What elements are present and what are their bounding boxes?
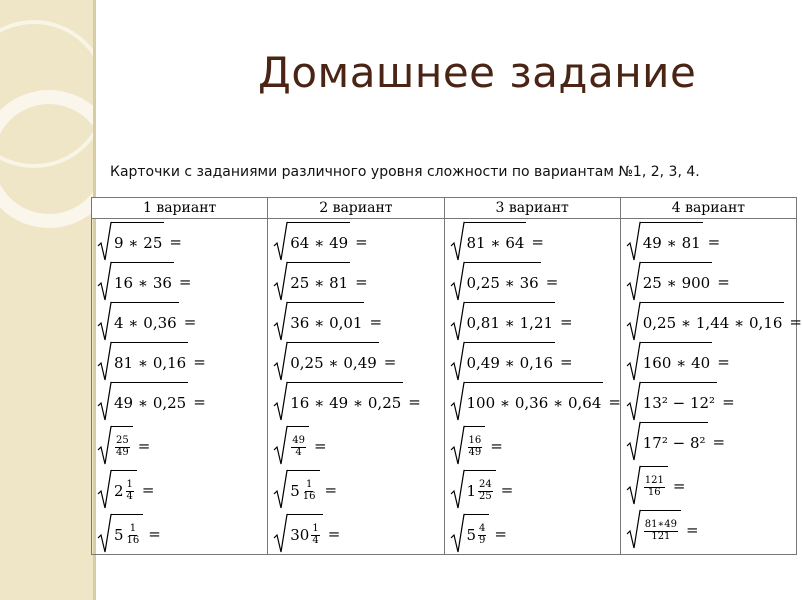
equals-sign: = — [355, 232, 368, 251]
numerator: 4 — [479, 523, 486, 534]
sqrt-expression — [98, 262, 267, 302]
column-header-variant-1: 1 вариант — [92, 198, 268, 219]
fraction — [644, 520, 678, 542]
square-root — [98, 302, 179, 342]
equals-sign: = — [494, 524, 507, 543]
radical-sign-icon — [274, 262, 288, 302]
radicand: 0,81 ∗ 1,21 — [465, 302, 556, 342]
square-root — [274, 470, 319, 510]
radicand: 100 ∗ 0,36 ∗ 0,64 — [465, 382, 604, 422]
sqrt-fraction-expression — [451, 426, 620, 466]
sqrt-fraction-expression — [98, 426, 267, 466]
radicand: 25 ∗ 81 — [288, 262, 350, 302]
sqrt-expression — [627, 382, 796, 422]
radicand — [465, 514, 490, 554]
sqrt-fraction-expression — [98, 514, 267, 554]
denominator: 121 — [651, 530, 671, 542]
square-root — [274, 302, 364, 342]
equals-sign: = — [560, 312, 573, 331]
radicand: 49 ∗ 0,25 — [112, 382, 188, 422]
sqrt-fraction-expression — [451, 470, 620, 510]
equals-sign: = — [137, 436, 151, 455]
column-header-variant-2: 2 вариант — [268, 198, 444, 219]
sqrt-expression — [274, 382, 443, 422]
square-root — [274, 222, 350, 262]
square-root — [274, 426, 309, 466]
square-root — [627, 262, 712, 302]
variant-4-cell — [620, 219, 802, 555]
square-root — [627, 510, 681, 550]
sqrt-expression — [627, 222, 796, 262]
fraction — [478, 480, 493, 502]
radical-sign-icon — [98, 262, 112, 302]
radical-sign-icon — [98, 342, 112, 382]
radical-sign-icon — [627, 466, 641, 506]
fraction — [468, 436, 483, 458]
radicand — [641, 510, 681, 550]
sqrt-expression — [274, 262, 443, 302]
radicand: 0,25 ∗ 1,44 ∗ 0,16 — [641, 302, 785, 342]
radicand: 49 ∗ 81 — [641, 222, 703, 262]
radical-sign-icon — [627, 302, 641, 342]
square-root — [98, 514, 143, 554]
fraction — [115, 436, 130, 458]
slide-title: Домашнее задание — [258, 48, 697, 97]
square-root — [98, 262, 174, 302]
equals-sign: = — [324, 480, 338, 499]
whole-part: 5 — [290, 481, 300, 500]
radicand: 81 ∗ 0,16 — [112, 342, 188, 382]
square-root — [451, 342, 556, 382]
radical-sign-icon — [98, 222, 112, 262]
numerator: 1 — [312, 523, 319, 534]
denominator: 4 — [295, 446, 302, 458]
equals-sign: = — [355, 272, 368, 291]
radicand: 0,49 ∗ 0,16 — [465, 342, 556, 382]
square-root — [274, 514, 322, 554]
whole-part: 2 — [114, 481, 124, 500]
numerator: 49 — [292, 435, 305, 446]
equals-sign: = — [141, 480, 155, 499]
sqrt-expression — [627, 262, 796, 302]
equals-sign: = — [490, 436, 503, 455]
equals-sign: = — [193, 352, 206, 371]
equals-sign: = — [178, 272, 192, 291]
column-header-variant-3: 3 вариант — [444, 198, 620, 219]
fraction — [311, 524, 319, 546]
denominator: 4 — [126, 490, 133, 502]
square-root — [627, 222, 703, 262]
equals-sign: = — [193, 392, 206, 411]
equals-sign: = — [545, 272, 559, 291]
table-header-row — [92, 198, 797, 219]
radicand: 9 ∗ 25 — [112, 222, 164, 262]
equals-sign: = — [369, 312, 383, 331]
equals-sign: = — [608, 392, 621, 411]
equals-sign: = — [327, 524, 341, 543]
sqrt-expression — [98, 382, 267, 422]
radicand — [465, 426, 486, 466]
square-root — [451, 382, 604, 422]
square-root — [451, 426, 486, 466]
equals-sign: = — [383, 352, 397, 371]
radicand: 81 ∗ 64 — [465, 222, 527, 262]
equals-sign: = — [717, 352, 730, 371]
equals-sign: = — [686, 520, 699, 539]
radical-sign-icon — [98, 382, 112, 422]
numerator: 121 — [644, 475, 664, 486]
variant-1-cell — [92, 219, 268, 555]
radicand: 0,25 ∗ 0,49 — [288, 342, 379, 382]
sqrt-expression — [274, 342, 443, 382]
column-header-variant-4: 4 вариант — [620, 198, 796, 219]
radical-sign-icon — [98, 514, 112, 554]
whole-part: 30 — [290, 525, 310, 544]
denominator: 49 — [116, 446, 129, 458]
radicand: 160 ∗ 40 — [641, 342, 712, 382]
fraction — [302, 480, 317, 502]
radical-sign-icon — [451, 302, 465, 342]
radicand — [112, 426, 133, 466]
denominator: 4 — [312, 534, 319, 546]
radical-sign-icon — [451, 222, 465, 262]
square-root — [627, 382, 717, 422]
radical-sign-icon — [627, 342, 641, 382]
decorative-sidebar — [0, 0, 96, 600]
sqrt-expression — [451, 342, 620, 382]
fraction — [644, 476, 665, 498]
radicand: 4 ∗ 0,36 — [112, 302, 179, 342]
radicand: 36 ∗ 0,01 — [288, 302, 364, 342]
equals-sign: = — [169, 232, 182, 251]
radical-sign-icon — [274, 222, 288, 262]
equals-sign: = — [672, 476, 686, 495]
sqrt-fraction-expression — [627, 510, 796, 550]
numerator: 1 — [129, 523, 137, 534]
numerator: 25 — [116, 435, 129, 446]
radical-sign-icon — [451, 382, 465, 422]
square-root — [451, 222, 527, 262]
fraction — [126, 524, 141, 546]
radical-sign-icon — [98, 302, 112, 342]
square-root — [98, 222, 164, 262]
radicand: 16 ∗ 49 ∗ 0,25 — [288, 382, 403, 422]
sqrt-expression — [451, 382, 620, 422]
square-root — [98, 342, 188, 382]
square-root — [627, 466, 668, 506]
square-root — [98, 426, 133, 466]
equals-sign: = — [531, 232, 544, 251]
equals-sign: = — [717, 272, 730, 291]
sqrt-fraction-expression — [627, 466, 796, 506]
radicand — [465, 470, 496, 510]
radicand: 16 ∗ 36 — [112, 262, 174, 302]
table-body-row — [92, 219, 797, 555]
fraction — [291, 436, 306, 458]
radicand — [288, 470, 319, 510]
equals-sign: = — [712, 432, 726, 451]
numerator: 24 — [479, 479, 492, 490]
sqrt-expression — [627, 422, 796, 462]
radical-sign-icon — [451, 262, 465, 302]
radicand: 13² − 12² — [641, 382, 717, 422]
radicand: 0,25 ∗ 36 — [465, 262, 541, 302]
square-root — [451, 302, 556, 342]
numerator: 1 — [305, 479, 313, 490]
denominator: 9 — [479, 534, 486, 546]
square-root — [274, 382, 403, 422]
radical-sign-icon — [451, 514, 465, 554]
radical-sign-icon — [451, 342, 465, 382]
sqrt-fraction-expression — [274, 514, 443, 554]
equals-sign: = — [789, 312, 802, 331]
sqrt-expression — [451, 222, 620, 262]
sqrt-expression — [98, 302, 267, 342]
fraction — [126, 480, 134, 502]
slide-subtitle: Карточки с заданиями различного уровня сложности по вариантам №1, 2, 3, 4. — [110, 164, 700, 180]
radical-sign-icon — [627, 510, 641, 550]
radical-sign-icon — [98, 426, 112, 466]
variant-3-cell — [444, 219, 620, 555]
sqrt-expression — [451, 302, 620, 342]
variants-table — [91, 197, 802, 555]
sqrt-fraction-expression — [98, 470, 267, 510]
equals-sign: = — [313, 436, 327, 455]
equals-sign: = — [408, 392, 421, 411]
square-root — [627, 422, 708, 462]
square-root — [451, 262, 541, 302]
square-root — [98, 382, 188, 422]
whole-part: 1 — [466, 481, 477, 500]
radicand: 64 ∗ 49 — [288, 222, 350, 262]
radicand: 17² − 8² — [641, 422, 708, 462]
radical-sign-icon — [627, 382, 641, 422]
radicand — [112, 514, 143, 554]
radicand — [112, 470, 137, 510]
denominator: 49 — [468, 446, 482, 458]
denominator: 25 — [479, 490, 492, 502]
sqrt-expression — [274, 302, 443, 342]
denominator: 16 — [126, 534, 140, 546]
square-root — [627, 302, 785, 342]
radical-sign-icon — [451, 470, 465, 510]
sqrt-expression — [98, 222, 267, 262]
sqrt-expression — [451, 262, 620, 302]
sqrt-fraction-expression — [451, 514, 620, 554]
equals-sign: = — [707, 232, 721, 251]
radical-sign-icon — [274, 514, 288, 554]
equals-sign: = — [560, 352, 573, 371]
denominator: 16 — [647, 486, 661, 498]
equals-sign: = — [183, 312, 197, 331]
variant-2-cell — [268, 219, 444, 555]
sqrt-fraction-expression — [274, 470, 443, 510]
radical-sign-icon — [627, 222, 641, 262]
numerator: 16 — [468, 435, 482, 446]
denominator: 16 — [302, 490, 316, 502]
radical-sign-icon — [274, 302, 288, 342]
equals-sign: = — [500, 480, 514, 499]
square-root — [451, 470, 496, 510]
radicand: 25 ∗ 900 — [641, 262, 712, 302]
radicand — [288, 426, 309, 466]
fraction — [478, 524, 486, 546]
radical-sign-icon — [274, 382, 288, 422]
square-root — [627, 342, 712, 382]
sqrt-expression — [627, 302, 802, 342]
whole-part: 5 — [114, 525, 124, 544]
radical-sign-icon — [274, 426, 288, 466]
sqrt-fraction-expression — [274, 426, 443, 466]
equals-sign: = — [722, 392, 735, 411]
radical-sign-icon — [274, 470, 288, 510]
equals-sign: = — [148, 524, 161, 543]
radicand — [288, 514, 322, 554]
sqrt-expression — [627, 342, 796, 382]
radicand — [641, 466, 668, 506]
square-root — [274, 342, 379, 382]
radical-sign-icon — [451, 426, 465, 466]
sqrt-expression — [98, 342, 267, 382]
square-root — [274, 262, 350, 302]
square-root — [98, 470, 137, 510]
numerator: 81∗49 — [644, 519, 677, 530]
whole-part: 5 — [466, 525, 477, 544]
radical-sign-icon — [627, 262, 641, 302]
radical-sign-icon — [98, 470, 112, 510]
square-root — [451, 514, 490, 554]
radical-sign-icon — [627, 422, 641, 462]
radical-sign-icon — [274, 342, 288, 382]
sqrt-expression — [274, 222, 443, 262]
numerator: 1 — [126, 479, 133, 490]
